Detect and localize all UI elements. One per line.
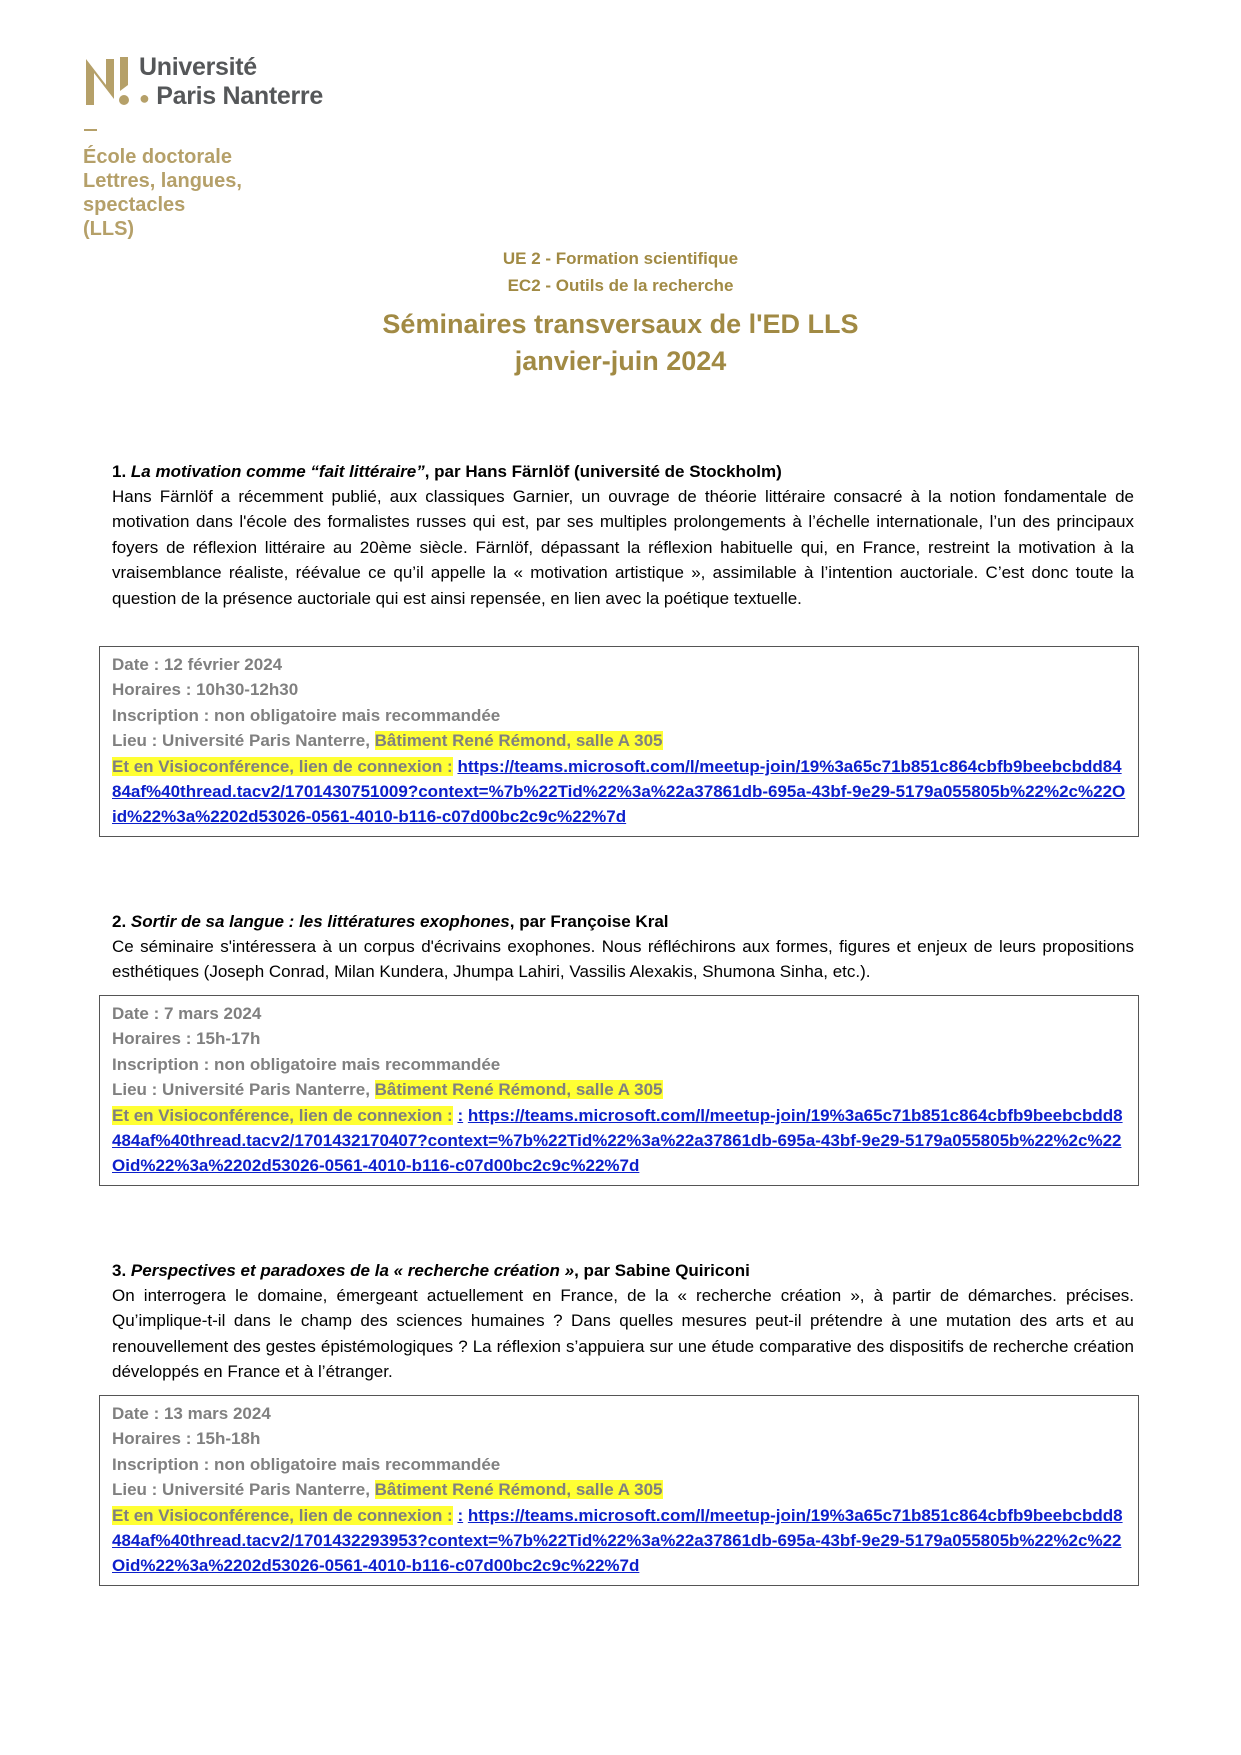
seminar-info-box xyxy=(99,995,1139,1186)
school-line: spectacles xyxy=(83,194,186,216)
seminar-hours: Horaires : 10h30-12h30 xyxy=(112,680,299,700)
university-name-line1: Université xyxy=(139,53,257,81)
seminar-date: Date : 12 février 2024 xyxy=(112,655,283,674)
seminar-hours: Horaires : 15h-17h xyxy=(112,1029,261,1049)
doctoral-school-name xyxy=(83,145,242,241)
visio-label: Et en Visioconférence, lien de connexion : xyxy=(112,1505,453,1525)
ue-heading: UE 2 - Formation scientifique xyxy=(502,249,739,268)
university-name-line2: ● Paris Nanterre xyxy=(139,82,323,110)
seminar-visio xyxy=(112,1503,1126,1579)
seminar-room: Bâtiment René Rémond, salle A 305 xyxy=(374,1480,663,1500)
visio-colon[interactable]: : xyxy=(457,1505,464,1525)
seminar-description: On interrogera le domaine, émergeant actuellement en France, de la « recherche création », à partir de démarches. précises. Qu’implique-t-il dans le champ des sciences humaines ? Dans quelles mesures peut-il prétendre à une mutation des arts et au renouvellement des gestes épistémologiques ? La réflexion s’appuiera sur une étude comparative des dispositifs de recherche création développés en France et à l’étranger. xyxy=(112,1286,1134,1382)
university-logo-mark-icon xyxy=(84,55,134,107)
seminar-registration: Inscription : non obligatoire mais recommandée xyxy=(112,1054,501,1074)
visio-label: Et en Visioconférence, lien de connexion : xyxy=(112,756,453,776)
seminar-title: 2. Sortir de sa langue : les littératures exophones, par Françoise Kral xyxy=(112,912,669,931)
seminar-title: 1. La motivation comme “fait littéraire”, par Hans Färnlöf (université de Stockholm) xyxy=(112,462,782,481)
university-name xyxy=(139,53,323,113)
seminar-visio xyxy=(112,1103,1126,1179)
school-line: Lettres, langues, xyxy=(83,170,242,192)
visio-link[interactable]: https://teams.microsoft.com/l/meetup-join/19%3a65c71b851c864cbfb9beebcbdd8484af%40thread.tacv2/1701430751009?context=%7b%22Tid%22%3a%22a37861db-695a-43bf-9e29-5179a055805b%22%2c%22Oid%22%3a%2202d53026-0561-4010-b116-c07d00bc2c9c%22%7d xyxy=(112,756,1126,827)
seminar-room: Bâtiment René Rémond, salle A 305 xyxy=(374,1080,663,1100)
seminar-hours: Horaires : 15h-18h xyxy=(112,1429,261,1449)
seminar-2 xyxy=(112,909,1134,985)
seminar-info-box xyxy=(99,1395,1139,1586)
university-logo xyxy=(84,53,344,115)
seminar-registration: Inscription : non obligatoire mais recommandée xyxy=(112,705,501,725)
seminar-description: Hans Färnlöf a récemment publié, aux classiques Garnier, un ouvrage de théorie littéraire consacré à la notion fondamentale de motivation dans l'école des formalistes russes qui est, par ses multiples prolongements à l’échelle internationale, l’un des principaux foyers de réflexion littéraire au 20ème siècle. Färnlöf, dépassant la réflexion habituelle qui, en France, restreint la motivation à la vraisemblance réaliste, réévalue ce qu’il appelle la « motivation artistique », assimilable à l’intention auctoriale. C’est donc toute la question de la présence auctoriale qui est ainsi repensée, en lien avec la poétique textuelle. xyxy=(112,487,1134,608)
seminar-1 xyxy=(112,459,1134,611)
seminar-visio xyxy=(112,754,1126,830)
seminar-registration: Inscription : non obligatoire mais recommandée xyxy=(112,1454,501,1474)
visio-label: Et en Visioconférence, lien de connexion : xyxy=(112,1105,453,1125)
visio-link[interactable]: https://teams.microsoft.com/l/meetup-join/19%3a65c71b851c864cbfb9beebcbdd8484af%40thread.tacv2/1701432170407?context=%7b%22Tid%22%3a%22a37861db-695a-43bf-9e29-5179a055805b%22%2c%22Oid%22%3a%2202d53026-0561-4010-b116-c07d00bc2c9c%22%7d xyxy=(112,1105,1123,1176)
seminar-date: Date : 7 mars 2024 xyxy=(112,1004,262,1023)
school-line: École doctorale xyxy=(83,146,232,168)
seminar-info-box xyxy=(99,646,1139,837)
seminar-3 xyxy=(112,1258,1134,1385)
seminar-place: Lieu : Université Paris Nanterre, Bâtiment René Rémond, salle A 305 xyxy=(112,1080,663,1100)
seminar-place: Lieu : Université Paris Nanterre, Bâtiment René Rémond, salle A 305 xyxy=(112,1480,663,1500)
school-line: (LLS) xyxy=(83,218,135,240)
logo-divider xyxy=(84,129,97,131)
seminar-date: Date : 13 mars 2024 xyxy=(112,1404,271,1423)
ec-heading: EC2 - Outils de la recherche xyxy=(507,276,734,295)
visio-colon[interactable]: : xyxy=(457,1105,464,1125)
seminar-place: Lieu : Université Paris Nanterre, Bâtiment René Rémond, salle A 305 xyxy=(112,731,663,751)
seminar-room: Bâtiment René Rémond, salle A 305 xyxy=(374,731,663,751)
visio-link[interactable]: https://teams.microsoft.com/l/meetup-join/19%3a65c71b851c864cbfb9beebcbdd8484af%40thread.tacv2/1701432293953?context=%7b%22Tid%22%3a%22a37861db-695a-43bf-9e29-5179a055805b%22%2c%22Oid%22%3a%2202d53026-0561-4010-b116-c07d00bc2c9c%22%7d xyxy=(112,1505,1123,1576)
page-title: Séminaires transversaux de l'ED LLS xyxy=(382,309,859,339)
seminar-title: 3. Perspectives et paradoxes de la « recherche création », par Sabine Quiriconi xyxy=(112,1261,750,1280)
page-subtitle-period: janvier-juin 2024 xyxy=(514,346,727,376)
seminar-description: Ce séminaire s'intéressera à un corpus d'écrivains exophones. Nous réfléchirons aux formes, figures et enjeux de leurs propositions esthétiques (Joseph Conrad, Milan Kundera, Jhumpa Lahiri, Vassilis Alexakis, Shumona Sinha, etc.). xyxy=(112,937,1134,982)
